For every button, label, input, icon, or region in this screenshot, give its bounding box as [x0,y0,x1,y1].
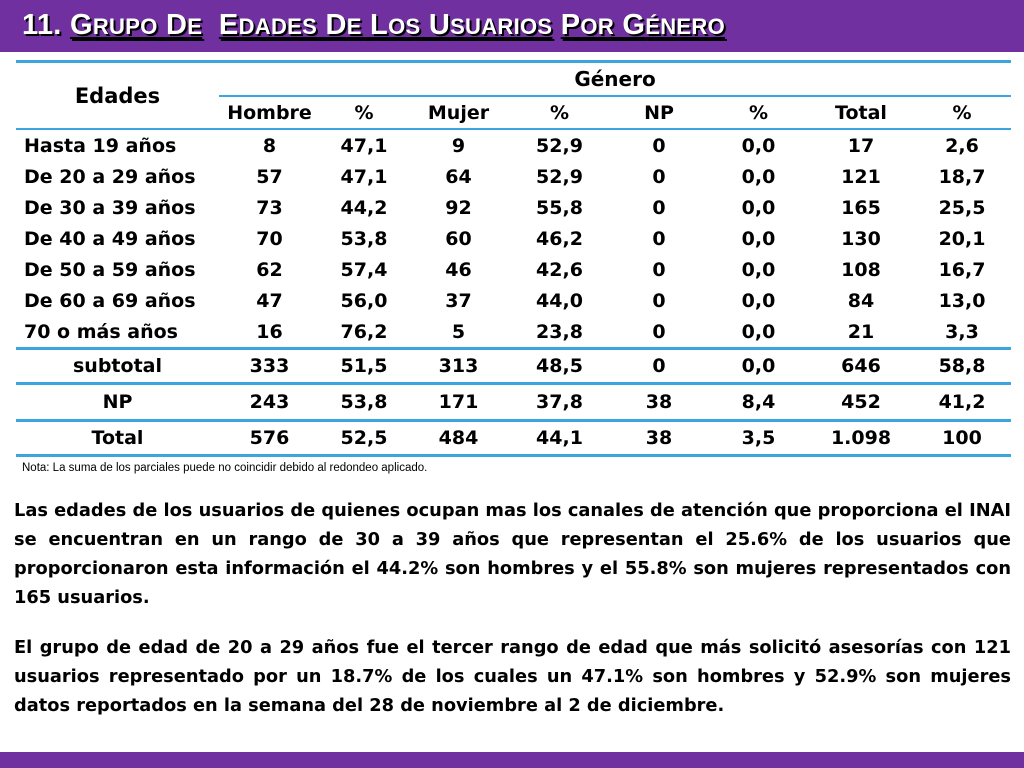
table-cell: 53,8 [320,384,408,421]
table-cell: 64 [445,165,472,188]
table-cell: 62 [256,258,283,281]
table-cell: 18,7 [938,165,986,188]
row-label: De 60 a 69 años [24,289,196,312]
page-title [22,8,725,44]
paragraph-1: Las edades de los usuarios de quienes ocupan mas los canales de atención que proporciona el INAI se encuentran en un rango de 30 a 39 años que representan el 25.6% de los usuarios que proporcionaron esta información el 44.2% son hombres y el 55.8% son mujeres representados con 165 usuarios. [14,500,1011,608]
row-label: NP [16,384,219,421]
table-cell: 21 [847,320,875,343]
table-cell: 52,9 [536,134,583,157]
column-header: Hombre [219,96,320,129]
table-row [16,254,1011,285]
table-cell: 23,8 [536,320,583,343]
table-cell: 76,2 [340,320,388,343]
column-header: Mujer [408,96,509,129]
column-header: % [509,96,610,129]
table-cell: 41,2 [913,384,1011,421]
table-cell: 51,5 [320,349,408,384]
table-cell: 56,0 [340,289,388,312]
table-cell: 38 [610,384,708,421]
table-cell: 130 [841,227,881,250]
table-cell: 52,5 [320,421,408,456]
table-cell: 25,5 [938,196,986,219]
table-cell: 53,8 [340,227,388,250]
header-row-1 [16,62,1011,97]
table-cell: 60 [445,227,472,250]
table-cell: 48,5 [509,349,610,384]
table-row [16,192,1011,223]
np-row [16,384,1011,421]
row-header-edades: Edades [16,62,219,130]
subtotal-row [16,349,1011,384]
age-gender-table [16,60,1011,457]
title-part-2: EDADES DE LOS USUARIOS [218,9,553,41]
column-header: % [708,96,809,129]
table-cell: 0,0 [741,196,776,219]
table-cell: 484 [408,421,509,456]
table-cell: 44,2 [340,196,388,219]
table-cell: 47,1 [340,134,388,157]
table-cell: 38 [610,421,708,456]
table-cell: 243 [219,384,320,421]
table-cell: 0 [652,320,666,343]
title-number: 11. [22,9,70,41]
table-cell: 57 [256,165,283,188]
footer-bar [0,752,1024,768]
table-cell: 452 [809,384,913,421]
table-row [16,223,1011,254]
table-cell: 9 [451,134,466,157]
table-cell: 13,0 [938,289,986,312]
title-gap-2 [552,9,560,41]
table-cell: 46,2 [536,227,583,250]
table-cell: 171 [408,384,509,421]
paragraph-2: El grupo de edad de 20 a 29 años fue el tercer rango de edad que más solicitó asesorías con 121 usuarios representado por un 18.7% de los cuales un 47.1% son hombres y 52.9% son mujeres datos reportados en la semana del 28 de noviembre al 2 de diciembre. [14,637,1011,716]
table-cell: 0,0 [741,134,776,157]
table-cell: 84 [847,289,875,312]
table-row [16,316,1011,349]
table-cell: 0,0 [741,289,776,312]
table-cell: 37,8 [509,384,610,421]
table-row [16,129,1011,161]
table-cell: 0 [652,227,666,250]
table-cell: 0,0 [708,349,809,384]
table-cell: 108 [841,258,881,281]
group-header-genero: Género [219,62,1011,97]
row-label: Total [16,421,219,456]
table-cell: 0,0 [741,165,776,188]
table-cell: 0 [652,134,666,157]
table-cell: 42,6 [536,258,583,281]
row-label: De 50 a 59 años [24,258,196,281]
total-row [16,421,1011,456]
table-cell: 37 [445,289,472,312]
title-part-1: GRUPO DE [69,9,203,41]
table-cell: 121 [841,165,881,188]
table-cell: 3,3 [945,320,979,343]
table-cell: 100 [913,421,1011,456]
table-row [16,285,1011,316]
table-cell: 165 [841,196,881,219]
table-cell: 313 [408,349,509,384]
table-cell: 333 [219,349,320,384]
column-header: NP [610,96,708,129]
table-cell: 0,0 [741,320,776,343]
row-label: De 40 a 49 años [24,227,196,250]
table-cell: 16 [256,320,283,343]
row-label: subtotal [16,349,219,384]
table-cell: 92 [445,196,472,219]
table-cell: 1.098 [809,421,913,456]
table-cell: 47 [256,289,283,312]
table-cell: 52,9 [536,165,583,188]
table-cell: 44,1 [509,421,610,456]
table-cell: 17 [847,134,875,157]
table-note: Nota: La suma de los parciales puede no coincidir debido al redondeo aplicado. [22,462,428,474]
table-cell: 2,6 [945,134,979,157]
table-cell: 0 [652,289,666,312]
table-cell: 73 [256,196,283,219]
table-cell: 55,8 [536,196,583,219]
table-cell: 58,8 [913,349,1011,384]
table-cell: 0,0 [741,227,776,250]
title-part-3: POR GÉNERO [560,9,725,41]
table-cell: 8 [262,134,277,157]
title-gap-1 [202,9,219,41]
table-cell: 5 [451,320,466,343]
table-cell: 70 [256,227,283,250]
column-header: Total [809,96,913,129]
row-label: De 30 a 39 años [24,196,196,219]
table-row [16,161,1011,192]
column-header: % [320,96,408,129]
table-cell: 0,0 [741,258,776,281]
row-label: De 20 a 29 años [24,165,196,188]
table-cell: 0 [610,349,708,384]
table-cell: 0 [652,196,666,219]
table-cell: 0 [652,258,666,281]
table-cell: 57,4 [340,258,388,281]
table-cell: 47,1 [340,165,388,188]
table-cell: 576 [219,421,320,456]
table-cell: 20,1 [938,227,986,250]
table-cell: 44,0 [536,289,583,312]
row-label: 70 o más años [24,320,178,343]
table-cell: 0 [652,165,666,188]
table-cell: 3,5 [708,421,809,456]
column-header: % [913,96,1011,129]
table-cell: 46 [445,258,472,281]
row-label: Hasta 19 años [24,134,177,157]
table-cell: 8,4 [708,384,809,421]
table-cell: 646 [809,349,913,384]
table-cell: 16,7 [938,258,986,281]
